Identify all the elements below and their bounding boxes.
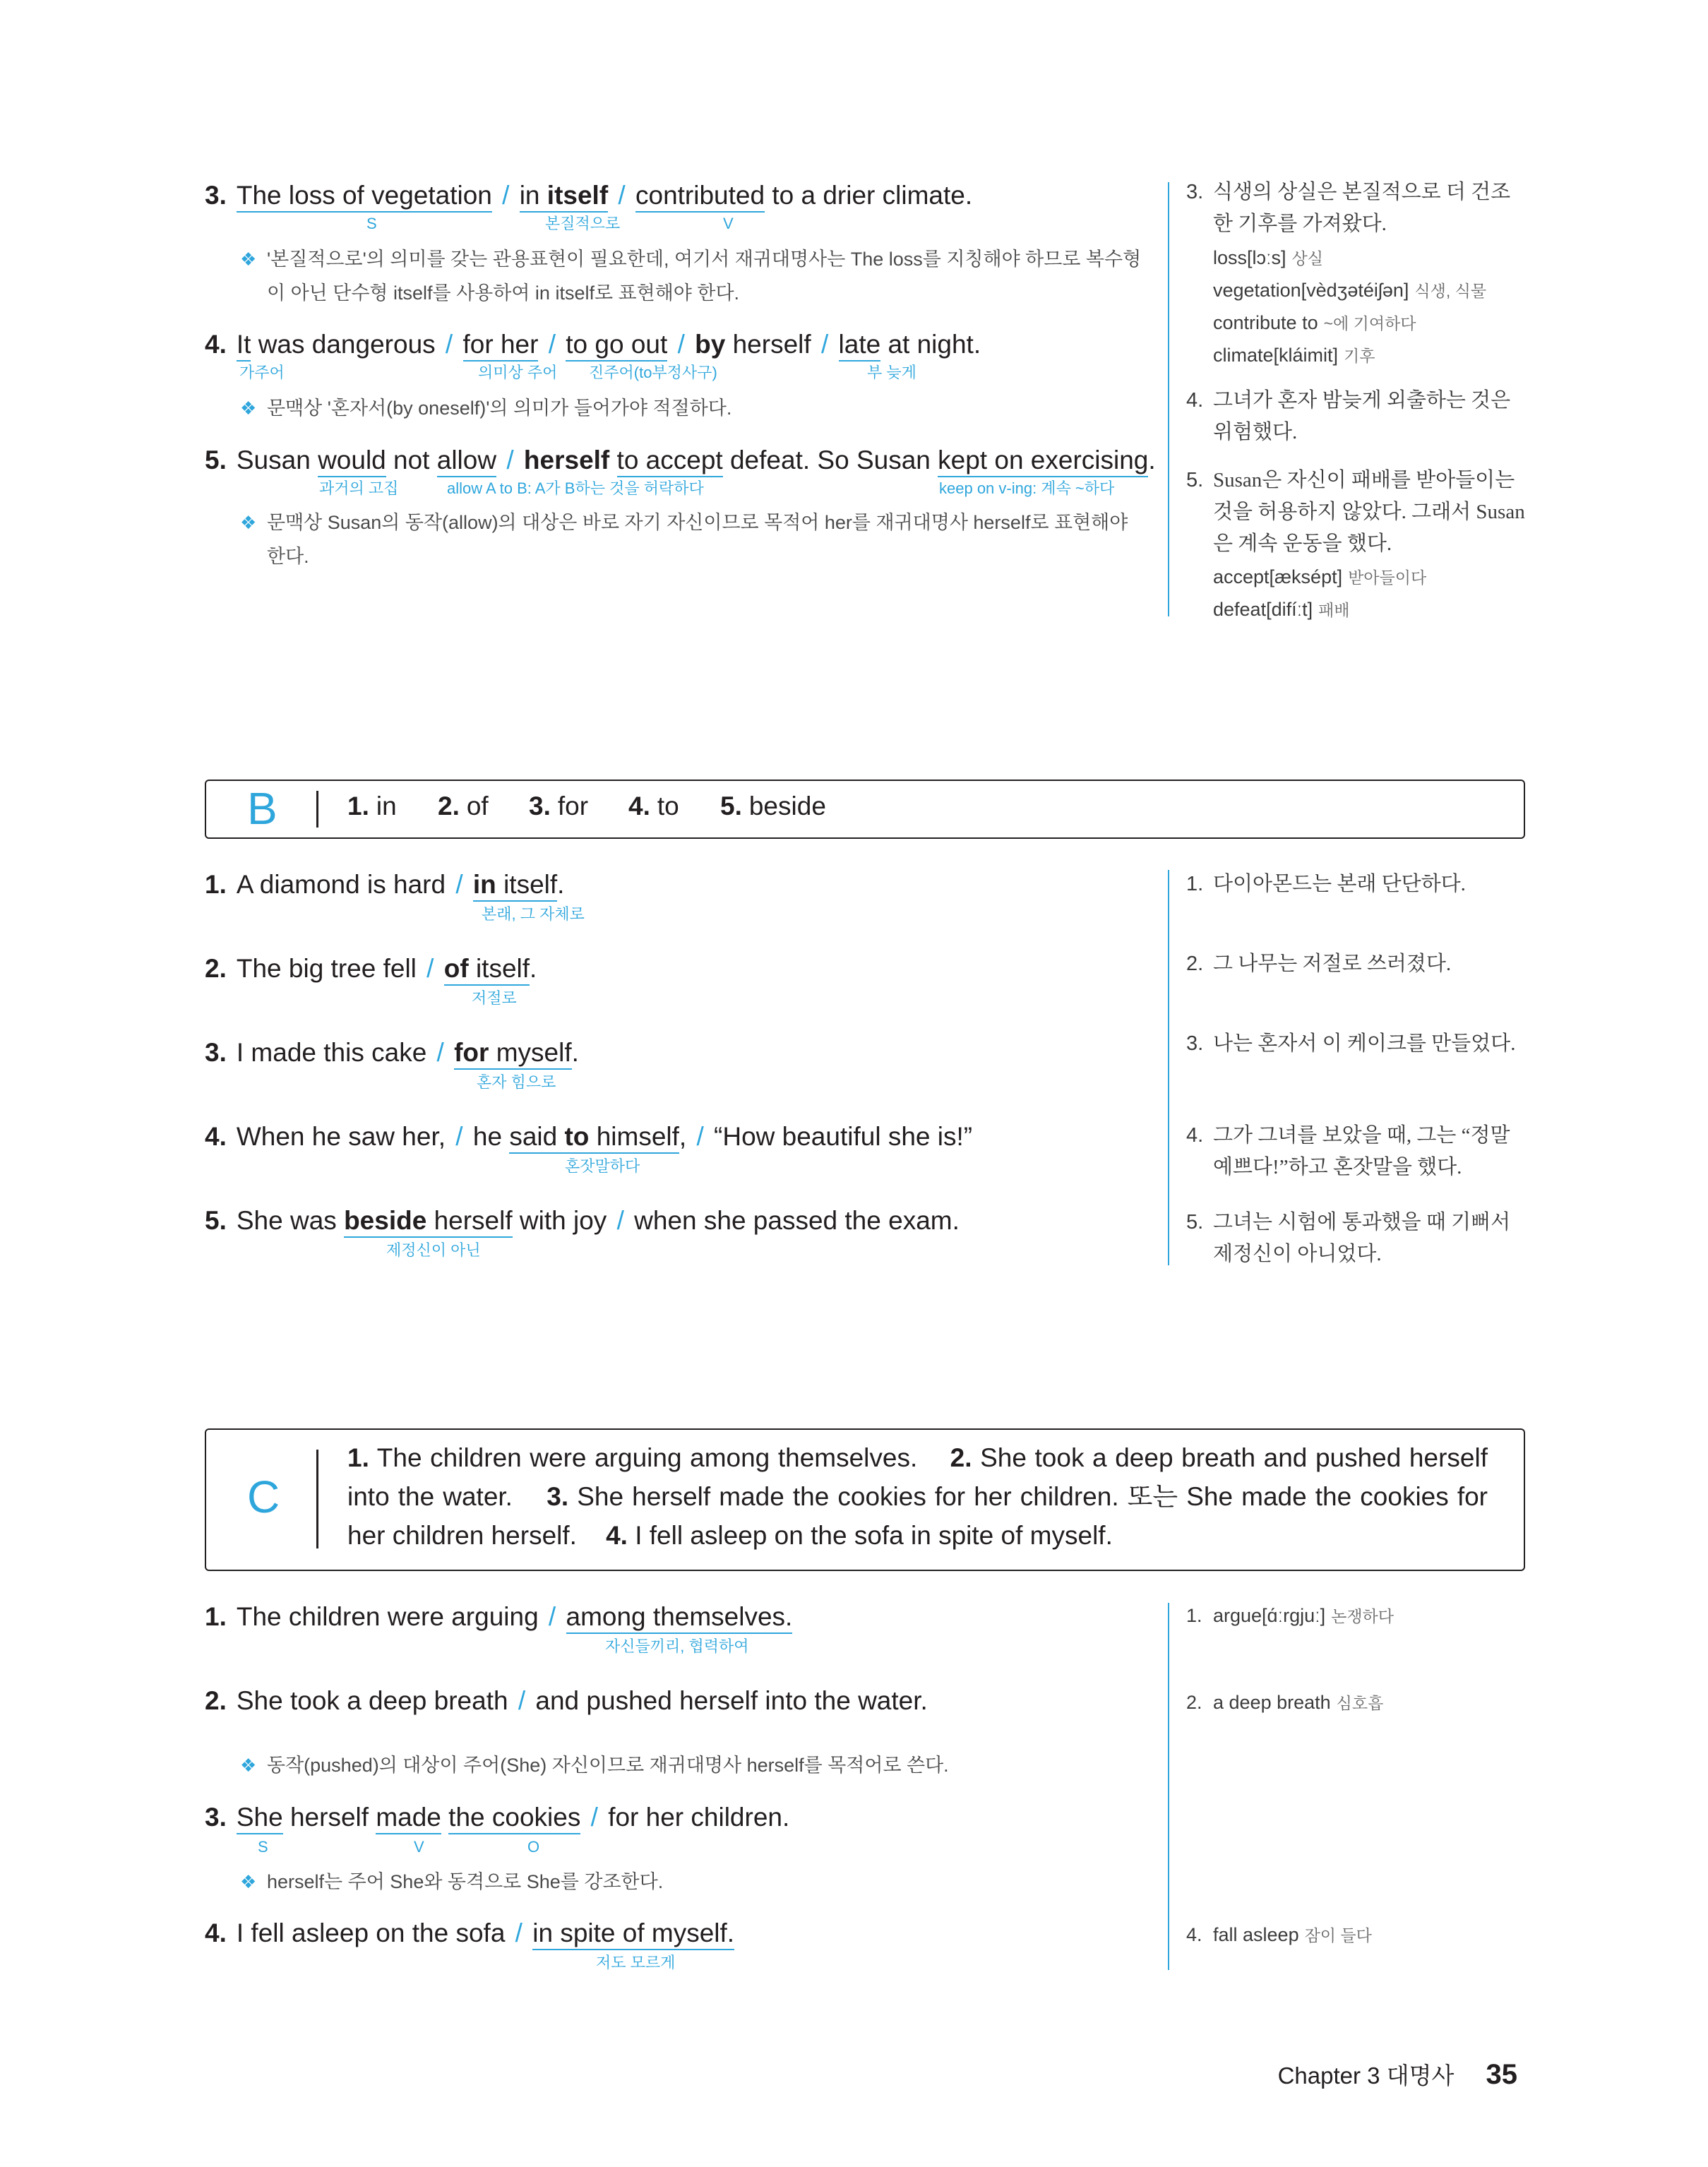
- gloss-in-spite-of-oneself: 저도 모르게: [596, 1954, 676, 1971]
- c-note-2: ❖ 동작(pushed)의 대상이 주어(She) 자신이므로 재귀대명사 herself를 목적어로 쓴다.: [240, 1748, 1151, 1782]
- b-divider-line: [1168, 870, 1169, 1265]
- diamond-bullet-icon: ❖: [240, 512, 257, 533]
- gloss-for-myself: 혼자 힘으로: [477, 1073, 556, 1091]
- a-sentence-5: 5. Susan would not allow / herself to accept defeat. So Susan kept on exercising.: [205, 443, 1156, 478]
- a-note-4: ❖ 문맥상 '혼자서(by oneself)'의 의미가 들어가야 적절하다.: [240, 391, 1151, 425]
- gloss-keep-on: keep on v-ing: 계속 ~하다: [939, 479, 1115, 497]
- b-translation-1: 1. 다이아몬드는 본래 단단하다.: [1186, 873, 1466, 895]
- diamond-bullet-icon: ❖: [240, 1755, 257, 1776]
- b-sentence-1: 1. A diamond is hard / in itself.: [205, 867, 564, 902]
- c-sentence-4: 4. I fell asleep on the sofa / in spite of myself.: [205, 1916, 734, 1951]
- c-vocab-2: 2. a deep breath 심호흡: [1186, 1692, 1384, 1713]
- box-divider: [316, 1450, 318, 1548]
- gloss-dummy-subject: 가주어: [239, 364, 285, 381]
- gloss-v: V: [414, 1838, 424, 1856]
- gloss-past-insistence: 과거의 고집: [319, 479, 399, 497]
- b-sentence-5: 5. She was beside herself with joy / when she passed the exam.: [205, 1203, 960, 1238]
- diamond-bullet-icon: ❖: [240, 398, 257, 419]
- b-translation-3: 3. 나는 혼자서 이 케이크를 만들었다.: [1186, 1032, 1516, 1055]
- a-divider-line: [1168, 182, 1169, 616]
- a-vocab-3: loss[lɔːs] 상실 vegetation[vèdʒətéiʃən] 식생, 식물 contribute to ~에 기여하다 climate[kláimit] 기후: [1213, 247, 1487, 366]
- b-sentence-4: 4. When he saw her, / he said to himself, / “How beautiful she is!”: [205, 1119, 972, 1154]
- gloss-among-themselves: 자신들끼리, 협력하여: [605, 1637, 749, 1655]
- a-vocab-5: accept[æksépt] 받아들이다 defeat[difíːt] 패배: [1213, 566, 1427, 620]
- diamond-bullet-icon: ❖: [240, 249, 257, 270]
- c-sentence-3: 3. She herself made the cookies / for her children.: [205, 1800, 789, 1835]
- b-sentence-3: 3. I made this cake / for myself.: [205, 1035, 579, 1070]
- chapter-title: 대명사: [1386, 2062, 1455, 2089]
- c-sentence-2: 2. She took a deep breath / and pushed herself into the water.: [205, 1686, 928, 1715]
- gloss-real-subject: 진주어(to부정사구): [589, 364, 717, 381]
- b-answer-4: 4. to: [628, 792, 679, 820]
- c-divider-line: [1168, 1603, 1169, 1970]
- a-translation-3: 3. 식생의 상실은 본질적으로 더 건조한 기후를 가져왔다.: [1186, 181, 1511, 235]
- gloss-allow-a-to-b: allow A to B: A가 B하는 것을 허락하다: [447, 479, 704, 497]
- gloss-in-itself: 본래, 그 자체로: [482, 905, 585, 923]
- gloss-say-to-oneself: 혼잣말하다: [565, 1157, 640, 1175]
- gloss-s: S: [366, 215, 377, 232]
- gloss-s: S: [258, 1838, 268, 1856]
- a-translation-5: 5. Susan은 자신이 패배를 받아들이는 것을 허용하지 않았다. 그래서 Susan은 계속 운동을 했다.: [1186, 469, 1525, 555]
- page-footer: [1278, 2058, 1517, 2091]
- gloss-semantic-subject: 의미상 주어: [478, 364, 558, 381]
- b-answer-1: 1. in: [347, 792, 397, 820]
- b-answer-box: [205, 780, 1525, 839]
- b-answer-3: 3. for: [529, 792, 589, 820]
- a-translation-4: 4. 그녀가 혼자 밤늦게 외출하는 것은 위험했다.: [1186, 389, 1511, 443]
- b-translation-4: 4. 그가 그녀를 보았을 때, 그는 “정말 예쁘다!”하고 혼잣말을 했다.: [1186, 1124, 1510, 1178]
- page-number: 35: [1486, 2059, 1517, 2090]
- diamond-bullet-icon: ❖: [240, 1871, 257, 1892]
- c-answers-text: 1. The children were arguing among themselves. 2. She took a deep breath and pushed herself into the water. 3. She herself made the cookies for her children. 또는 She made the cookies for her children herself. 4. I fell asleep on the sofa in spite of myself.: [347, 1443, 1488, 1550]
- c-vocab-4: 4. fall asleep 잠이 들다: [1186, 1924, 1372, 1945]
- a-note-3: ❖ '본질적으로'의 의미를 갖는 관용표현이 필요한데, 여기서 재귀대명사는 The loss를 지칭해야 하므로 복수형이 아닌 단수형 itself를 사용하여 in itself로 표현해야 한다.: [240, 242, 1151, 310]
- c-vocab-1: 1. argue[ɑ́ːrgjuː] 논쟁하다: [1186, 1605, 1394, 1626]
- b-translation-2: 2. 그 나무는 저절로 쓰러졌다.: [1186, 953, 1452, 975]
- a-sentence-4: 4. It was dangerous / for her / to go out / by herself / late at night.: [205, 327, 981, 362]
- b-answer-2: 2. of: [438, 792, 489, 820]
- section-b-letter: B: [247, 783, 277, 834]
- a-sentence-3: 3. The loss of vegetation / in itself / contributed to a drier climate.: [205, 178, 972, 213]
- box-divider: [316, 791, 318, 828]
- gloss-of-itself: 저절로: [472, 989, 517, 1007]
- gloss-o: O: [527, 1838, 540, 1856]
- gloss-v: V: [723, 215, 734, 232]
- b-answer-5: 5. beside: [720, 792, 826, 820]
- gloss-beside-oneself: 제정신이 아닌: [386, 1241, 481, 1259]
- chapter-label: Chapter 3: [1277, 2062, 1380, 2089]
- a-note-5: ❖ 문맥상 Susan의 동작(allow)의 대상은 바로 자기 자신이므로 목적어 her를 재귀대명사 herself로 표현해야 한다.: [240, 506, 1151, 573]
- gloss-late: 부 늦게: [867, 364, 916, 381]
- c-note-3: ❖ herself는 주어 She와 동격으로 She를 강조한다.: [240, 1865, 1151, 1899]
- section-c-letter: C: [247, 1471, 280, 1522]
- b-sentence-2: 2. The big tree fell / of itself.: [205, 951, 537, 986]
- b-translation-5: 5. 그녀는 시험에 통과했을 때 기뻐서 제정신이 아니었다.: [1186, 1211, 1511, 1265]
- c-sentence-1: 1. The children were arguing / among themselves.: [205, 1599, 792, 1635]
- gloss-essentially: 본질적으로: [545, 215, 621, 232]
